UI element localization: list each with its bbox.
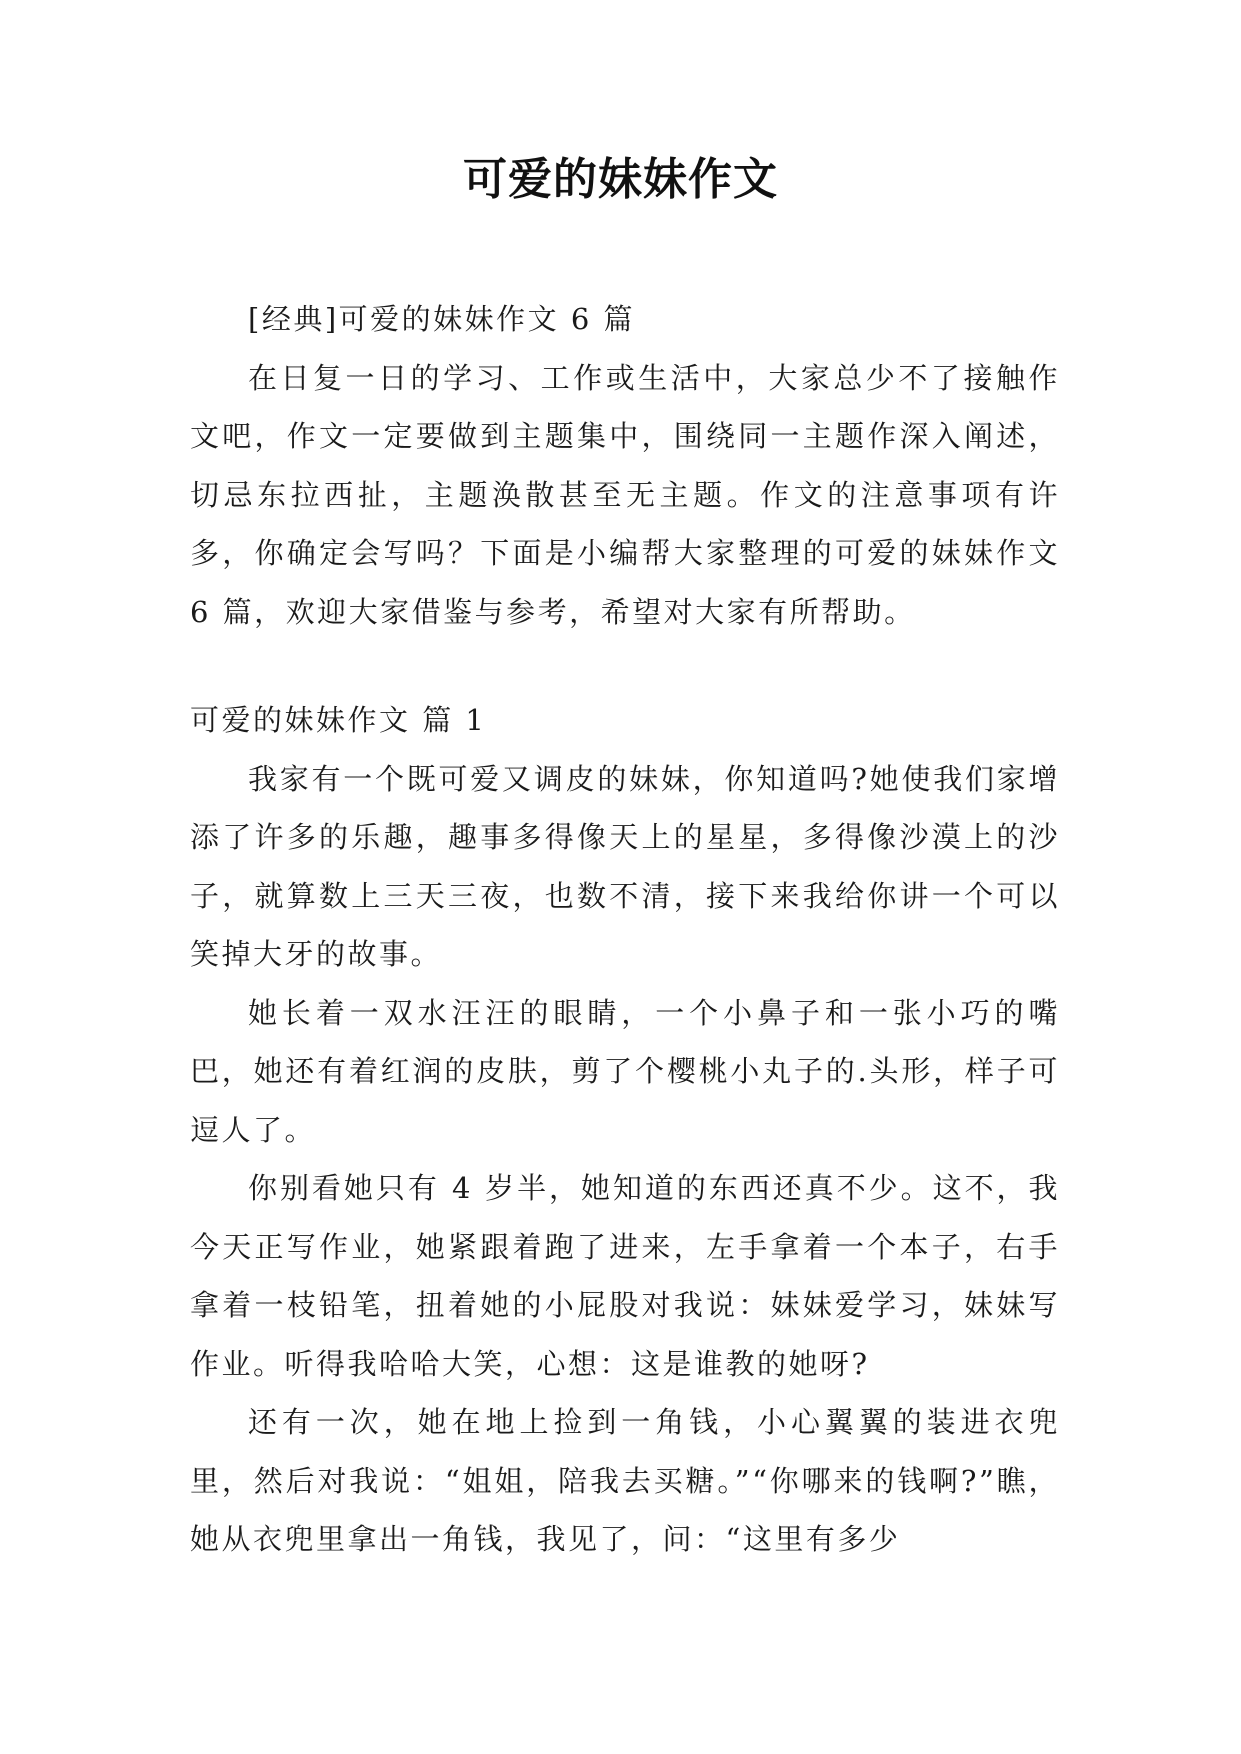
body-paragraph: 她长着一双水汪汪的眼睛，一个小鼻子和一张小巧的嘴巴，她还有着红润的皮肤，剪了个樱桃小丸子的.头形，样子可逗人了。 (190, 995, 1060, 1147)
document-subtitle: [经典]可爱的妹妹作文 6 篇 (248, 302, 636, 336)
document-body (190, 290, 1060, 1569)
body-paragraph: 还有一次，她在地上捡到一角钱，小心翼翼的装进衣兜里，然后对我说：“姐姐，陪我去买糖。”“你哪来的钱啊?”瞧，她从衣兜里拿出一角钱，我见了，问：“这里有多少 (190, 1405, 1060, 1556)
intro-paragraph: 在日复一日的学习、工作或生活中，大家总少不了接触作文吧，作文一定要做到主题集中，围绕同一主题作深入阐述，切忌东拉西扯，主题涣散甚至无主题。作文的注意事项有许多，你确定会写吗？下面是小编帮大家整理的可爱的妹妹作文 6 篇，欢迎大家借鉴与参考，希望对大家有所帮助。 (190, 360, 1060, 629)
body-paragraph: 你别看她只有 4 岁半，她知道的东西还真不少。这不，我今天正写作业，她紧跟着跑了进来，左手拿着一个本子，右手拿着一枝铅笔，扭着她的小屁股对我说：妹妹爱学习，妹妹写作业。听得我哈哈大笑，心想：这是谁教的她呀? (190, 1171, 1060, 1381)
section-heading: 可爱的妹妹作文 篇 1 (190, 703, 487, 737)
document-title: 可爱的妹妹作文 (463, 154, 778, 205)
body-paragraph: 我家有一个既可爱又调皮的妹妹，你知道吗?她使我们家增添了许多的乐趣，趣事多得像天上的星星，多得像沙漠上的沙子，就算数上三天三夜，也数不清，接下来我给你讲一个可以笑掉大牙的故事。 (190, 761, 1060, 971)
